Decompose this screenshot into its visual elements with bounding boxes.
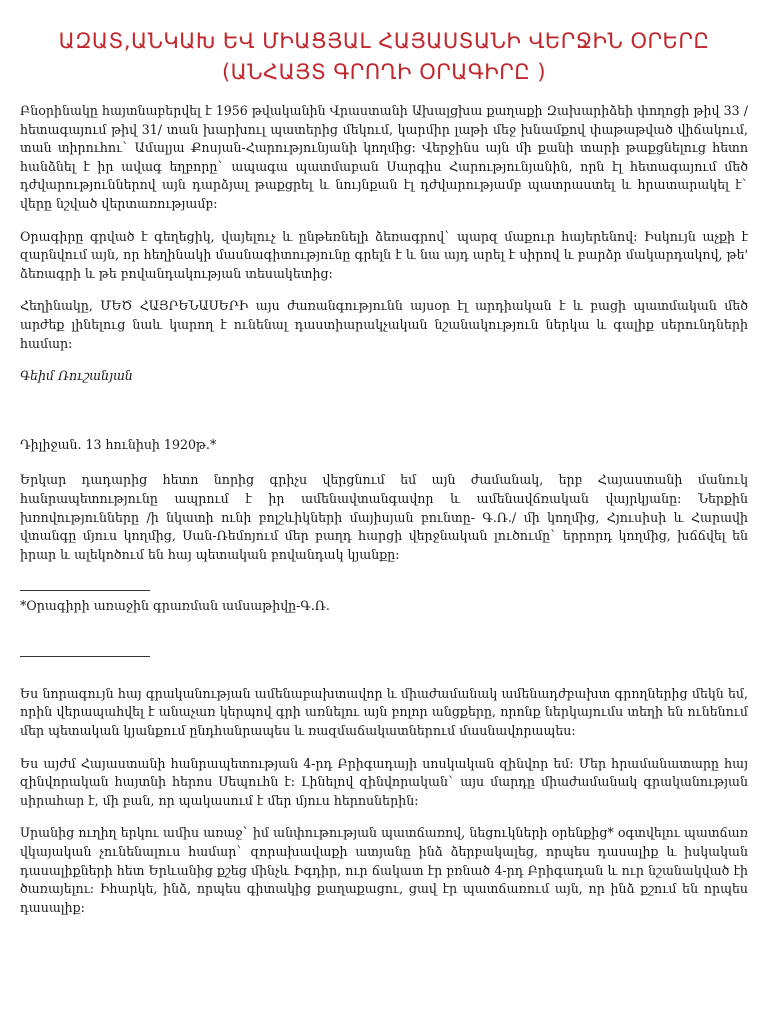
footnote: *Օրագիրի առաջին գրառման ամսաթիվը-Գ.Ռ. <box>20 598 330 614</box>
title-line-1: ԱԶԱՏ,ԱՆԿԱԽ ԵՎ ՄԻԱՑՅԱԼ ՀԱՅԱՍՏԱՆԻ ՎԵՐՋԻՆ ՕՐԵՐԸ <box>58 29 710 53</box>
diary-paragraph-3: Ես այժմ Հայաստանի հանրապետության 4-րդ Բրիգադայի սոսկական զինվոր եմ: Մեր հրամանատարը հայ զինվորական հայտնի հերոս Սեպուհն է: Լինելով զինվորական` այս մարդը միաժամանակ գրականության սիրահար է, մի բան, որ պակասում է մեր մյուս հերոսներին: <box>20 755 748 808</box>
document-title <box>20 26 748 88</box>
title-line-2: (ԱՆՀԱՅՏ ԳՐՈՂԻ ՕՐԱԳԻՐԸ ) <box>221 60 547 84</box>
diary-date: Դիլիջան. 13 հունիսի 1920թ.* <box>20 436 217 452</box>
intro-paragraph-1: Բնօրինակը հայտնաբերվել է 1956 թվականին Վրաստանի Ախալցխա քաղաքի Զախարիձեի փողոցի թիվ 33 /հետագայում թիվ 31/ տան խարխուլ պատերից մեկում, կարմիր լաթի մեջ խնամքով փաթաթված վիճակում, տան տիրուհու` Ամալյա Քոսյան-Հարությունյանի կողմից: Վերջինս այն մի քանի տարի թաքցնելուց հետո հանձնել է իր ավագ եղբորը` ապագա պատմաբան Սարգիս Հարությունյանին, որն էլ հետագայում մեծ դժվարություններով այն դարձյալ թաքցրել և նույնքան էլ դժվարությամբ պատրաստել և հրատարակել է` վերը նշված վերտառությամբ: <box>20 103 748 211</box>
diary-paragraph-1: Երկար դադարից հետո նորից գրիչս վերցնում եմ այն ժամանակ, երբ Հայաստանի մանուկ հանրապետությունը ապրում է իր ամենավտանգավոր և ամենավճռական վայրկյանը: Ներքին խռովությունները /ի նկատի ունի բոլշևիկների մայիսյան բունտը- Գ.Ռ./ մի կողմից, Հյուսիսի և Հարավի վտանգը մյուս կողմից, Սան-Ռեմոյում մեր բաղդ հարցի վերջնական լուծումը` երրորդ կողմից, խճճվել են իրար և ալեկոծում են հայ պետական բովանդակ կյանքը: <box>20 472 748 562</box>
diary-paragraph-4: Սրանից ուղիղ երկու ամիս առաջ` իմ անփութության պատճառով, նեցուկների օրենքից* օգտվելու պատճառ վկայական չունենալուս համար` զորախավաքի ատյանը ինձ ձերբակալեց, որպես դասալիք և իսկական դասալիքների հետ Երևանից քշեց մինչև Իգդիր, ուր ճակատ էր բռնած 4-րդ Բրիգադան և ուր նշանակված էի ծառայելու: Իհարկե, ինձ, որպես գիտակից քաղաքացու, ցավ էր պատճառում այն, որ ինձ քշում են որպես դասալիք: <box>20 825 748 915</box>
diary-paragraph-2: Ես նորագույն հայ գրականության ամենաբախտավոր և միաժամանակ ամենադժբախտ գրողներից մեկն եմ, որին վերապահվել է անաչառ կերպով գրի առնելու այն բոլոր անցքերը, որոնք ներկայումս տեղի են ունենում մեր պետական կյանքում ընդհանրապես և ռազմաճակատներում մասնավորապես: <box>20 685 748 739</box>
intro-paragraph-2: Օրագիրը գրված է գեղեցիկ, վայելուչ և ընթեռնելի ձեռագրով` պարզ մաքուր հայերենով: Իսկույն աչքի է զարնվում այն, որ հեղինակի մասնագիտությունը գրելն է և նա այդ արել է սիրով և բարձր մակարդակով, թե' ձեռագրի և թե բովանդակության տեսակետից: <box>20 228 748 281</box>
editor-signature: Գեիմ Ռուշանյան <box>20 368 133 384</box>
footnote-divider <box>20 590 150 591</box>
section-divider <box>20 656 150 657</box>
intro-paragraph-3: Հեղինակը, ՄԵԾ ՀԱՅՐԵՆԱՍԵՐԻ այս ժառանգությունն այսօր էլ արդիական է և բացի պատմական մեծ արժեք լինելուց նաև կարող է ունենալ դաստիարակչական նշանակություն ներկա և գալիք սերունդների համար: <box>20 298 748 351</box>
